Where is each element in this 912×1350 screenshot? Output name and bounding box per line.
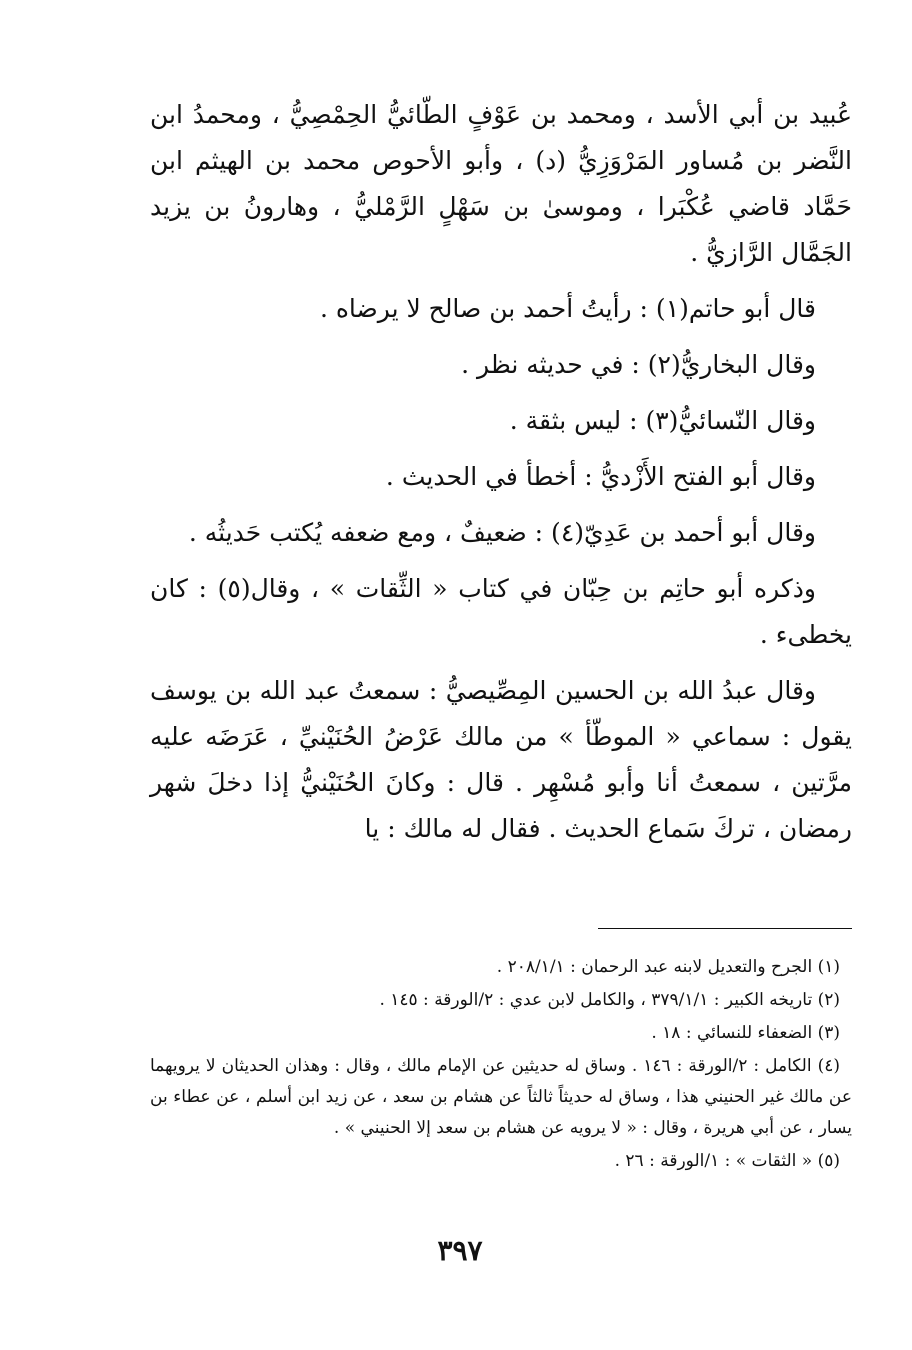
paragraph-missisi: وقال عبدُ الله بن الحسين المِصِّيصيُّ : سمعتُ عبد الله بن يوسف يقول : سماعي « الموطّأ » من مالك عَرْضُ الحُنَيْنيِّ ، عَرَضَه عليه مرَّتين ، سمعتُ أنا وأبو مُسْهِر . قال : وكانَ الحُنَيْنيُّ إذا دخلَ شهر رمضان ، تركَ سَماع الحديث . فقال له مالك : يا [150,676,852,843]
footnotes [150,952,852,1179]
footnote-divider [598,928,852,929]
paragraph-narrators: عُبيد بن أبي الأسد ، ومحمد بن عَوْفٍ الطّائيُّ الحِمْصِيُّ ، ومحمدُ ابن النَّضر بن مُساور المَرْوَزِيُّ (د) ، وأبو الأحوص محمد بن الهيثم ابن حَمَّاد قاضي عُكْبَرا ، وموسىٰ بن سَهْلٍ الرَّمْليُّ ، وهارونُ بن يزيد الجَمَّال الرَّازيُّ . [150,100,852,267]
paragraph-bukhari: وقال البخاريُّ(٢) : في حديثه نظر . [461,350,816,379]
paragraph-azdi: وقال أبو الفتح الأَزْديُّ : أخطأ في الحديث . [385,462,816,491]
paragraph-abu-hatim: قال أبو حاتم(١) : رأيتُ أحمد بن صالح لا يرضاه . [319,294,816,323]
footnote-3: (٣) الضعفاء للنسائي : ١٨ . [651,1023,840,1043]
footnote-1: (١) الجرح والتعديل لابنه عبد الرحمان : ٢٠٨/١/١ . [496,957,840,977]
footnote-2: (٢) تاريخه الكبير : ٣٧٩/١/١ ، والكامل لابن عدي : ٢/الورقة : ١٤٥ . [379,990,840,1010]
paragraph-ibn-hibban: وذكره أبو حاتِم بن حِبّان في كتاب « الثِّقات » ، وقال(٥) : كان يخطىء . [150,574,852,649]
paragraph-nasai: وقال النّسائيُّ(٣) : ليس بثقة . [509,406,816,435]
footnote-4: (٤) الكامل : ٢/الورقة : ١٤٦ . وساق له حديثين عن الإمام مالك ، وقال : وهذان الحديثان لا يرويهما عن مالك غير الحنيني هذا ، وساق له حديثاً ثالثاً عن هشام بن سعد ، عن زيد ابن أسلم ، عن عطاء بن يسار ، عن أبي هريرة ، وقال : « لا يرويه عن هشام بن سعد إلا الحنيني » . [150,1056,852,1138]
footnote-5: (٥) « الثقات » : ١/الورقة : ٢٦ . [614,1151,840,1171]
paragraph-ibn-adi: وقال أبو أحمد بن عَدِيّ(٤) : ضعيفٌ ، ومع ضعفه يُكتب حَديثُه . [188,518,816,547]
page-number: ٣٩٧ [437,1234,483,1267]
main-text [150,92,852,862]
